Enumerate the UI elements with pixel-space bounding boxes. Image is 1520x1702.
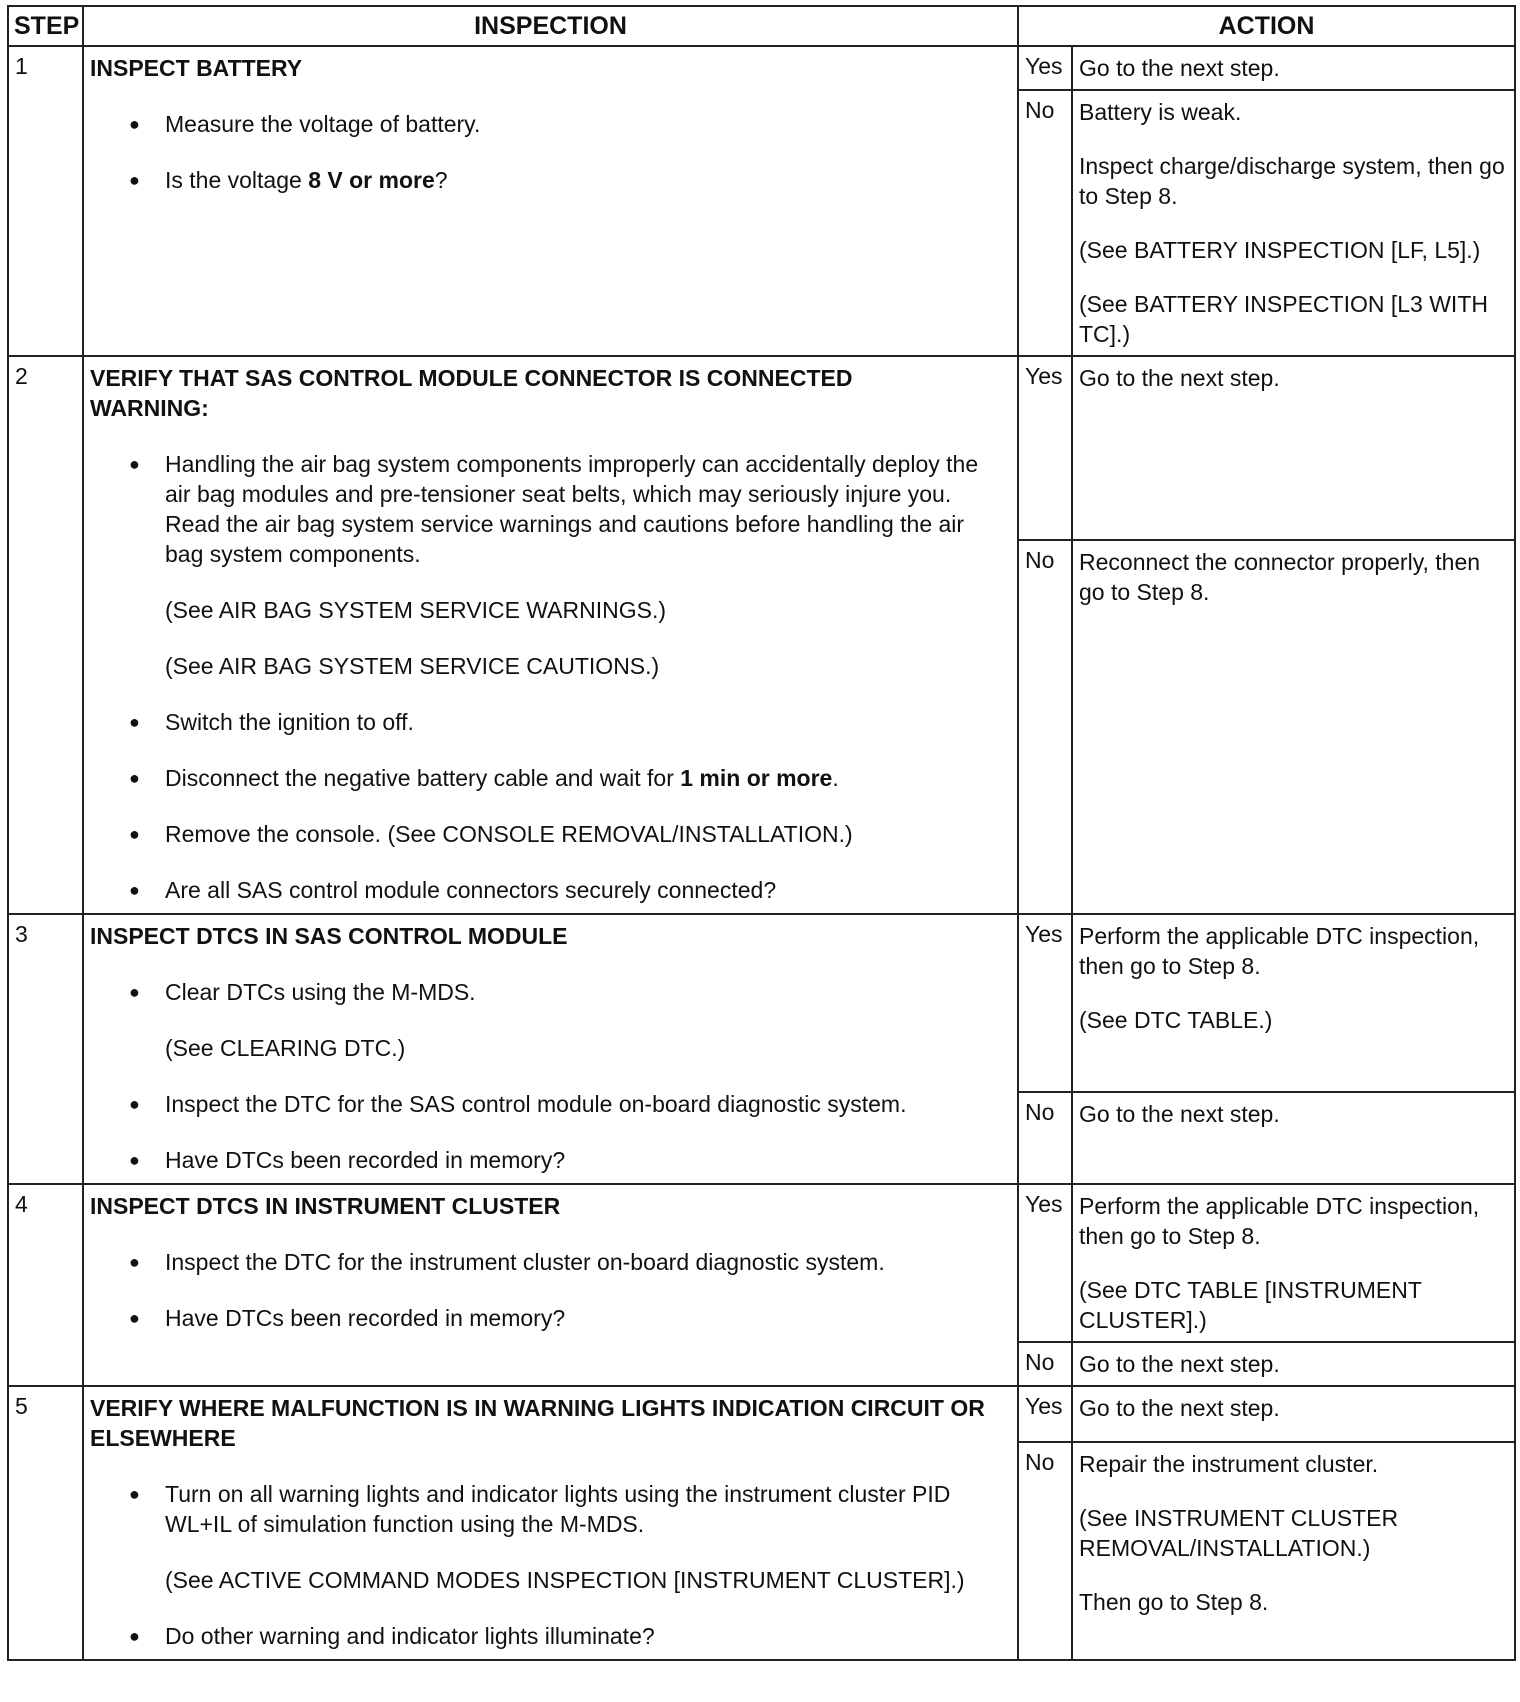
step-title: INSPECT DTCS IN SAS CONTROL MODULE [90,923,568,949]
warning-label: WARNING: [90,395,209,421]
yes-label: Yes [1018,914,1072,1092]
step-title: INSPECT BATTERY [90,55,303,81]
yes-label: Yes [1018,1386,1072,1442]
step-number: 2 [8,356,83,914]
bullet-item: ● Have DTCs been recorded in memory? [90,1145,1007,1175]
step-number: 5 [8,1386,83,1660]
header-step: STEP [8,6,83,46]
table-row-step-1 [8,46,1515,90]
no-action: Reconnect the connector properly, then go to Step 8. [1072,540,1515,914]
bullet-item: ● Turn on all warning lights and indicator lights using the instrument cluster PID WL+IL of simulation function using the M-MDS. [90,1479,1007,1539]
inspection-cell [83,46,1018,356]
no-action: Go to the next step. [1072,1092,1515,1184]
table-row-step-5 [8,1386,1515,1442]
yes-label: Yes [1018,356,1072,540]
inspection-cell [83,356,1018,914]
no-label: No [1018,1092,1072,1184]
step-title: VERIFY WHERE MALFUNCTION IS IN WARNING LIGHTS INDICATION CIRCUIT OR ELSEWHERE [90,1395,985,1451]
bullet-item: ● Inspect the DTC for the instrument cluster on-board diagnostic system. [90,1247,1007,1277]
yes-action: Perform the applicable DTC inspection, then go to Step 8. (See DTC TABLE [INSTRUMENT CLUSTER].) [1072,1184,1515,1342]
yes-action: Go to the next step. [1072,356,1515,540]
no-label: No [1018,1442,1072,1660]
bullet-item: ● Is the voltage 8 V or more? [90,165,1007,195]
step-number: 1 [8,46,83,356]
bold-value: 8 V or more [308,167,435,193]
step-title: VERIFY THAT SAS CONTROL MODULE CONNECTOR IS CONNECTED [90,365,853,391]
bullet-item: ● Do other warning and indicator lights illuminate? [90,1621,1007,1651]
table-row-step-3 [8,914,1515,1092]
bullet-item: ● Inspect the DTC for the SAS control module on-board diagnostic system. [90,1089,1007,1119]
no-label: No [1018,540,1072,914]
inspection-cell [83,914,1018,1184]
bullet-item: ● Handling the air bag system components improperly can accidentally deploy the air bag modules and pre-tensioner seat belts, which may seriously injure you. Read the air bag system service warnings and cautions before handling the air bag system components. [90,449,1007,569]
yes-action: Go to the next step. [1072,46,1515,90]
bullet-item: ● Measure the voltage of battery. [90,109,1007,139]
yes-label: Yes [1018,46,1072,90]
reference-text: (See CLEARING DTC.) [165,1035,406,1061]
step-title: INSPECT DTCS IN INSTRUMENT CLUSTER [90,1193,561,1219]
reference-text: (See AIR BAG SYSTEM SERVICE WARNINGS.) [165,597,667,623]
table-row-step-4 [8,1184,1515,1342]
inspection-cell [83,1184,1018,1386]
bullet-item: ● Remove the console. (See CONSOLE REMOVAL/INSTALLATION.) [90,819,1007,849]
reference-text: (See ACTIVE COMMAND MODES INSPECTION [INSTRUMENT CLUSTER].) [165,1567,965,1593]
no-label: No [1018,90,1072,356]
header-row [8,6,1515,46]
bullet-item: ● Switch the ignition to off. [90,707,1007,737]
header-inspection: INSPECTION [83,6,1018,46]
reference-text: (See AIR BAG SYSTEM SERVICE CAUTIONS.) [165,653,660,679]
step-number: 3 [8,914,83,1184]
bullet-item: ● Disconnect the negative battery cable and wait for 1 min or more. [90,763,1007,793]
diagnostic-procedure-table [7,5,1516,1661]
no-action: Battery is weak. Inspect charge/discharge system, then go to Step 8. (See BATTERY INSPECTION [LF, L5].) (See BATTERY INSPECTION [L3 WITH TC].) [1072,90,1515,356]
inspection-cell [83,1386,1018,1660]
step-number: 4 [8,1184,83,1386]
bullet-item: ● Are all SAS control module connectors securely connected? [90,875,1007,905]
no-label: No [1018,1342,1072,1386]
no-action: Go to the next step. [1072,1342,1515,1386]
no-action: Repair the instrument cluster. (See INSTRUMENT CLUSTER REMOVAL/INSTALLATION.) Then go to Step 8. [1072,1442,1515,1660]
bullet-item: ● Have DTCs been recorded in memory? [90,1303,1007,1333]
table-row-step-2 [8,356,1515,540]
bold-value: 1 min or more [680,765,833,791]
yes-action: Perform the applicable DTC inspection, then go to Step 8. (See DTC TABLE.) [1072,914,1515,1092]
yes-label: Yes [1018,1184,1072,1342]
yes-action: Go to the next step. [1072,1386,1515,1442]
header-action: ACTION [1018,6,1515,46]
bullet-item: ● Clear DTCs using the M-MDS. [90,977,1007,1007]
